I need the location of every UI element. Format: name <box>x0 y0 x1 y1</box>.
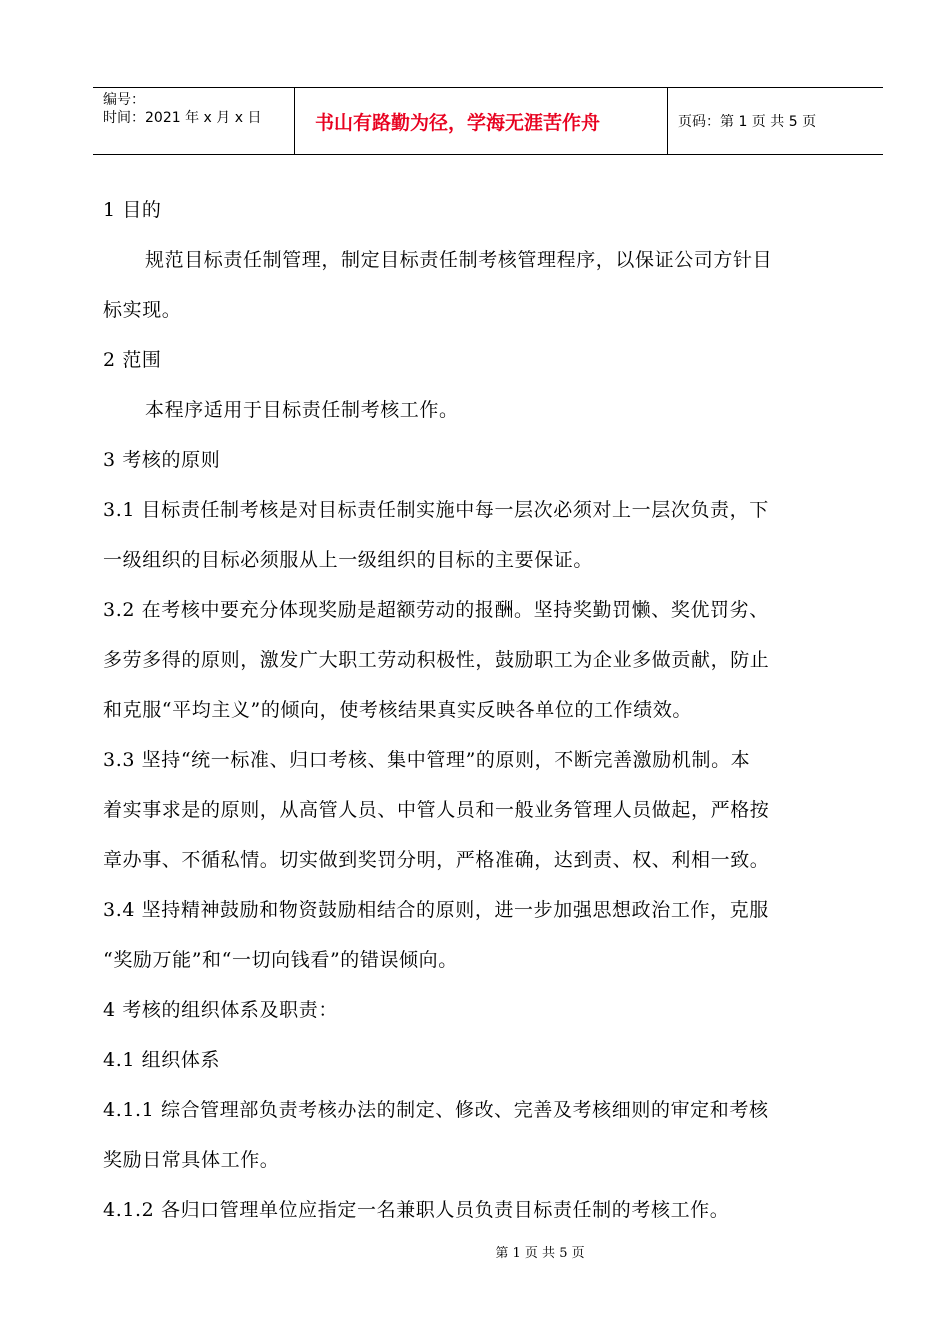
paragraph-line: 着实事求是的原则，从高管人员、中管人员和一般业务管理人员做起，严格按 <box>103 799 770 821</box>
paragraph-line: 一级组织的目标必须服从上一级组织的目标的主要保证。 <box>103 549 594 571</box>
header-page-cell <box>668 88 883 154</box>
header-meta-cell <box>93 88 295 154</box>
header-page-code: 页码：第 1 页 共 5 页 <box>678 114 817 130</box>
paragraph-line: 3.1 目标责任制考核是对目标责任制实施中每一层次必须对上一层次负责，下 <box>103 499 769 521</box>
paragraph-line: 4.1.2 各归口管理单位应指定一名兼职人员负责目标责任制的考核工作。 <box>103 1199 730 1221</box>
document-number-label: 编号： <box>103 92 145 108</box>
paragraph-line: 规范目标责任制管理，制定目标责任制考核管理程序，以保证公司方针目 <box>145 249 773 271</box>
subsection-heading: 4.1 组织体系 <box>103 1049 221 1071</box>
header-motto: 书山有路勤为径，学海无涯苦作舟 <box>315 112 601 134</box>
document-header-table <box>93 87 883 155</box>
paragraph-line: 3.3 坚持“统一标准、归口考核、集中管理”的原则，不断完善激励机制。本 <box>103 749 751 771</box>
paragraph-line: 章办事、不循私情。切实做到奖罚分明，严格准确，达到责、权、利相一致。 <box>103 849 770 871</box>
paragraph-line: 4.1.1 综合管理部负责考核办法的制定、修改、完善及考核细则的审定和考核 <box>103 1099 769 1121</box>
paragraph-line: 3.2 在考核中要充分体现奖励是超额劳动的报酬。坚持奖勤罚懒、奖优罚劣、 <box>103 599 769 621</box>
paragraph-line: 标实现。 <box>103 299 182 321</box>
header-motto-cell <box>295 88 668 154</box>
document-time-label: 时间：2021 年 x 月 x 日 <box>103 110 262 126</box>
paragraph-line: 和克服“平均主义”的倾向，使考核结果真实反映各单位的工作绩效。 <box>103 699 693 721</box>
page-footer: 第 1 页 共 5 页 <box>495 1246 585 1261</box>
section-heading-principles: 3 考核的原则 <box>103 449 221 471</box>
paragraph-line: 本程序适用于目标责任制考核工作。 <box>145 399 459 421</box>
paragraph-line: 多劳多得的原则，激发广大职工劳动积极性，鼓励职工为企业多做贡献，防止 <box>103 649 770 671</box>
paragraph-line: 3.4 坚持精神鼓励和物资鼓励相结合的原则，进一步加强思想政治工作，克服 <box>103 899 769 921</box>
section-heading-organization: 4 考核的组织体系及职责： <box>103 999 338 1021</box>
paragraph-line: “奖励万能”和“一切向钱看”的错误倾向。 <box>103 949 458 971</box>
document-body <box>103 185 878 1235</box>
section-heading-purpose: 1 目的 <box>103 199 162 221</box>
paragraph-line: 奖励日常具体工作。 <box>103 1149 280 1171</box>
section-heading-scope: 2 范围 <box>103 349 162 371</box>
